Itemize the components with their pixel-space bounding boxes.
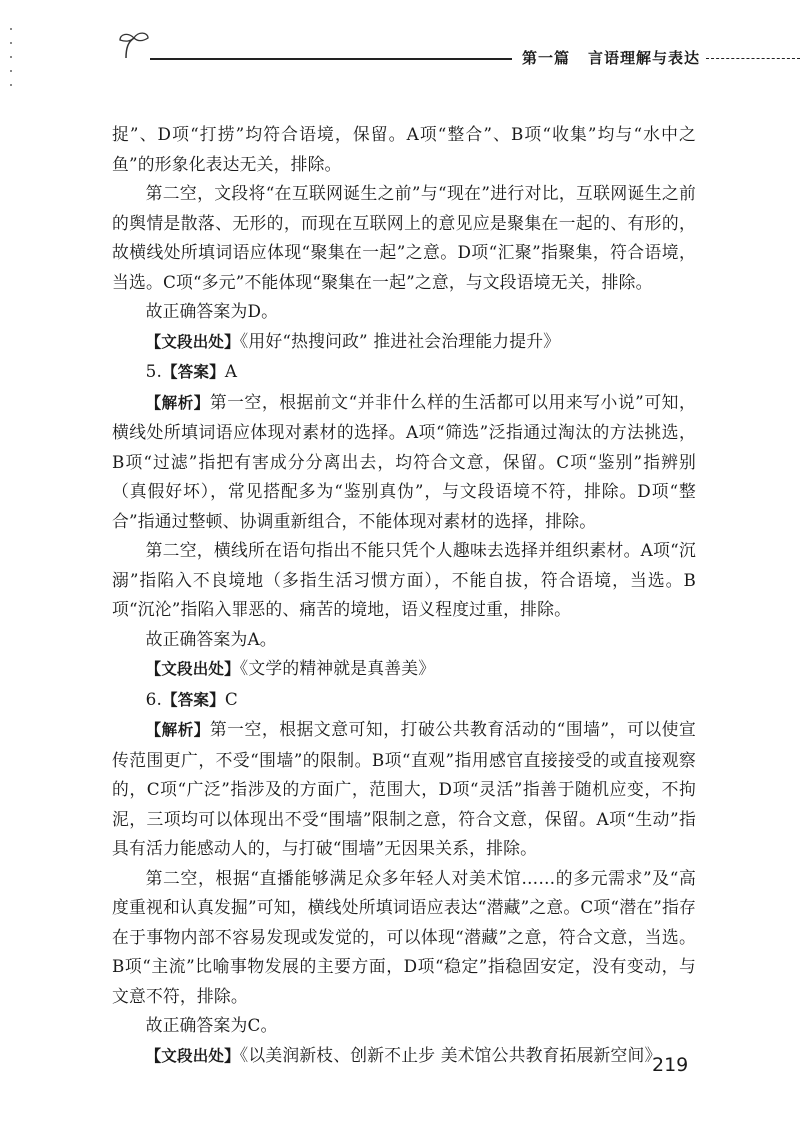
analysis-text: 第一空，根据前文“并非什么样的生活都可以用来写小说”可知，横线处所填词语应体现对素材的选择。A项“筛选”泛指通过淘汰的方法挑选，B项“过滤”指把有害成分分离出去，均符合文意，保留。C项“鉴别”指辨别（真假好坏），常见搭配多为“鉴别真伪”，与文段语境不符，排除。D项“整合”指通过整顿、协调重新组合，不能体现对素材的选择，排除。	[112, 391, 696, 531]
leaf-icon	[116, 30, 152, 60]
page-number: 219	[652, 1054, 689, 1076]
answer-value: A	[224, 361, 238, 381]
header-rule	[150, 58, 512, 60]
answer-line	[112, 357, 696, 388]
margin-marks	[4, 28, 18, 108]
part-label: 第一篇	[522, 49, 571, 67]
analysis-paragraph	[112, 715, 696, 864]
paragraph: 故正确答案为D。	[145, 301, 279, 321]
source-tag: 【文段出处】	[145, 1046, 240, 1065]
analysis-tag: 【解析】	[145, 721, 210, 739]
paragraph: 第二空，文段将“在互联网诞生之前”与“现在”进行对比，互联网诞生之前的舆情是散落、无形的，而现在互联网上的意见应是聚集在一起的、有形的，故横线处所填词语应体现“聚集在一起”之意。D项“汇聚”指聚集，符合语境，当选。C项“多元”不能体现“聚集在一起”之意，与文段语境无关，排除。	[112, 183, 696, 292]
paragraph: 第二空，横线所在语句指出不能只凭个人趣味去选择并组织素材。A项“沉溺”指陷入不良境地（多指生活习惯方面），不能自拔，符合语境，当选。B项“沉沦”指陷入罪恶的、痛苦的境地，语义程度过重，排除。	[112, 540, 696, 619]
page-content	[112, 120, 696, 1071]
source-title: 《用好“热搜问政” 推进社会治理能力提升》	[239, 330, 561, 351]
paragraph: 故正确答案为A。	[145, 628, 277, 649]
analysis-tag: 【解析】	[145, 393, 210, 412]
question-number: 6.	[145, 688, 163, 709]
page-header	[0, 0, 800, 80]
source-title: 《以美润新枝、创新不止步 美术馆公共教育拓展新空间》	[239, 1044, 662, 1065]
header-title	[522, 47, 700, 68]
source-title: 《文学的精神就是真善美》	[239, 658, 436, 678]
answer-line	[112, 685, 696, 716]
source-line	[112, 327, 696, 358]
analysis-paragraph	[112, 388, 696, 537]
answer-tag: 【答案】	[162, 363, 225, 381]
paragraph: 捉”、D项“打捞”均符合语境，保留。A项“整合”、B项“收集”均与“水中之鱼”的形象化表达无关，排除。	[112, 124, 696, 174]
analysis-text: 第一空，根据文意可知，打破公共教育活动的“围墙”，可以使宣传范围更广，不受“围墙”的限制。B项“直观”指用感官直接接受的或直接观察的，C项“广泛”指涉及的方面广，范围大，D项“灵活”指善于随机应变，不拘泥，三项均可以体现出不受“围墙”限制之意，符合文意，保留。A项“生动”指具有活力能感动人的，与打破“围墙”无因果关系，排除。	[112, 719, 696, 858]
header-rule-dashed	[706, 58, 800, 59]
source-line	[112, 654, 696, 685]
question-number: 5.	[145, 361, 163, 381]
section-label: 言语理解与表达	[588, 49, 701, 67]
source-tag: 【文段出处】	[145, 332, 240, 351]
paragraph: 故正确答案为C。	[145, 1015, 278, 1035]
source-tag: 【文段出处】	[145, 660, 240, 678]
answer-value: C	[224, 688, 238, 709]
paragraph: 第二空，根据“直播能够满足众多年轻人对美术馆……的多元需求”及“高度重视和认真发掘”可知，横线处所填词语应表达“潜藏”之意。C项“潜在”指存在于事物内部不容易发现或发觉的，可以体现“潜藏”之意，符合文意，当选。B项“主流”比喻事物发展的主要方面，D项“稳定”指稳固安定，没有变动，与文意不符，排除。	[112, 867, 696, 1006]
source-line	[112, 1041, 696, 1072]
answer-tag: 【答案】	[162, 690, 225, 709]
